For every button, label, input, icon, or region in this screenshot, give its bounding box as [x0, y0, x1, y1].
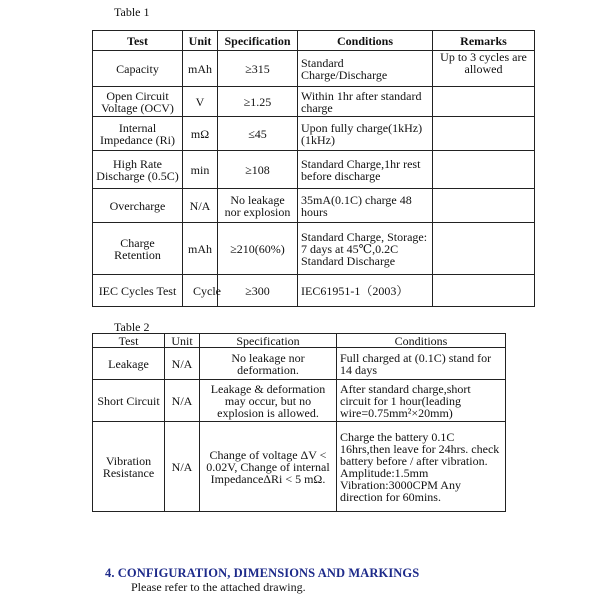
table1-cell-specification: No leakage nor explosion [218, 189, 298, 223]
section4-heading: 4. CONFIGURATION, DIMENSIONS AND MARKINGS [105, 566, 420, 580]
table2-cell-unit: N/A [165, 348, 200, 380]
table-row [93, 380, 506, 422]
table2-cell-unit: N/A [165, 380, 200, 422]
table-row [93, 51, 535, 87]
table-row [93, 189, 535, 223]
table2-header-test: Test [93, 334, 165, 348]
table1-cell-conditions: Within 1hr after standard charge [298, 87, 433, 117]
table1-cell-remarks: Up to 3 cycles are allowed [433, 51, 535, 87]
table1-cell-conditions: 35mA(0.1C) charge 48 hours [298, 189, 433, 223]
table2-cell-test: Leakage [93, 348, 165, 380]
table-row [93, 275, 535, 307]
table1-cell-unit: mAh [183, 223, 218, 275]
table2-cell-specification: No leakage nor deformation. [200, 348, 337, 380]
table1-cell-remarks [433, 117, 535, 151]
table2-cell-conditions: Charge the battery 0.1C 16hrs,then leave for 24hrs. check battery before / after vibration. Amplitude:1.5mm Vibration:3000CPM Any direction for 60mins. [337, 422, 506, 512]
table1-cell-specification: ≥1.25 [218, 87, 298, 117]
table-row [93, 87, 535, 117]
section4-body: Please refer to the attached drawing. [131, 580, 306, 594]
table1-cell-test: Capacity [93, 51, 183, 87]
table1-cell-unit: mΩ [183, 117, 218, 151]
table-row [93, 151, 535, 189]
table1-cell-specification: ≥210(60%) [218, 223, 298, 275]
table1-cell-test: Charge Retention [93, 223, 183, 275]
table2-cell-unit: N/A [165, 422, 200, 512]
table1-cell-unit: V [183, 87, 218, 117]
table2-header-row [93, 334, 506, 348]
table1-cell-remarks [433, 223, 535, 275]
table2-cell-conditions: After standard charge,short circuit for 1 hour(leading wire=0.75mm²×20mm) [337, 380, 506, 422]
table1-cell-specification: ≥315 [218, 51, 298, 87]
table1-cell-remarks [433, 151, 535, 189]
table1-cell-unit: Cycle [183, 275, 218, 307]
table1-container [92, 30, 534, 308]
table1-cell-conditions: Standard Charge/Discharge [298, 51, 433, 87]
table2-container [92, 333, 505, 513]
table2-cell-conditions: Full charged at (0.1C) stand for 14 days [337, 348, 506, 380]
table2-cell-test: Vibration Resistance [93, 422, 165, 512]
table2-caption: Table 2 [114, 320, 150, 334]
table1-cell-conditions: IEC61951-1（2003） [298, 275, 433, 307]
table-row [93, 223, 535, 275]
table1-header-remarks: Remarks [433, 31, 535, 51]
table1-header-row [93, 31, 535, 51]
table1-cell-specification: ≤45 [218, 117, 298, 151]
table1-cell-specification: ≥300 [218, 275, 298, 307]
table1-cell-unit: min [183, 151, 218, 189]
table1-cell-remarks [433, 275, 535, 307]
table1 [92, 30, 535, 307]
table1-caption: Table 1 [114, 5, 150, 19]
table1-cell-remarks [433, 189, 535, 223]
table-row [93, 348, 506, 380]
table2-cell-test: Short Circuit [93, 380, 165, 422]
table1-cell-remarks [433, 87, 535, 117]
table1-cell-test: IEC Cycles Test [93, 275, 183, 307]
table1-cell-test: High Rate Discharge (0.5C) [93, 151, 183, 189]
table1-cell-specification: ≥108 [218, 151, 298, 189]
table1-header-test: Test [93, 31, 183, 51]
table-row [93, 422, 506, 512]
table2-cell-specification: Leakage & deformation may occur, but no explosion is allowed. [200, 380, 337, 422]
table-row [93, 117, 535, 151]
table1-cell-test: Internal Impedance (Ri) [93, 117, 183, 151]
table1-header-unit: Unit [183, 31, 218, 51]
table1-header-conditions: Conditions [298, 31, 433, 51]
table1-cell-conditions: Standard Charge, Storage: 7 days at 45℃,0.2C Standard Discharge [298, 223, 433, 275]
table1-cell-unit: N/A [183, 189, 218, 223]
table2-header-specification: Specification [200, 334, 337, 348]
table2-header-unit: Unit [165, 334, 200, 348]
table2-cell-specification: Change of voltage ΔV < 0.02V, Change of internal ImpedanceΔRi < 5 mΩ. [200, 422, 337, 512]
table1-cell-unit: mAh [183, 51, 218, 87]
table1-cell-test: Overcharge [93, 189, 183, 223]
table1-cell-conditions: Upon fully charge(1kHz) (1kHz) [298, 117, 433, 151]
table2 [92, 333, 506, 512]
table2-header-conditions: Conditions [337, 334, 506, 348]
table1-cell-test: Open Circuit Voltage (OCV) [93, 87, 183, 117]
table1-cell-conditions: Standard Charge,1hr rest before discharge [298, 151, 433, 189]
table1-header-specification: Specification [218, 31, 298, 51]
